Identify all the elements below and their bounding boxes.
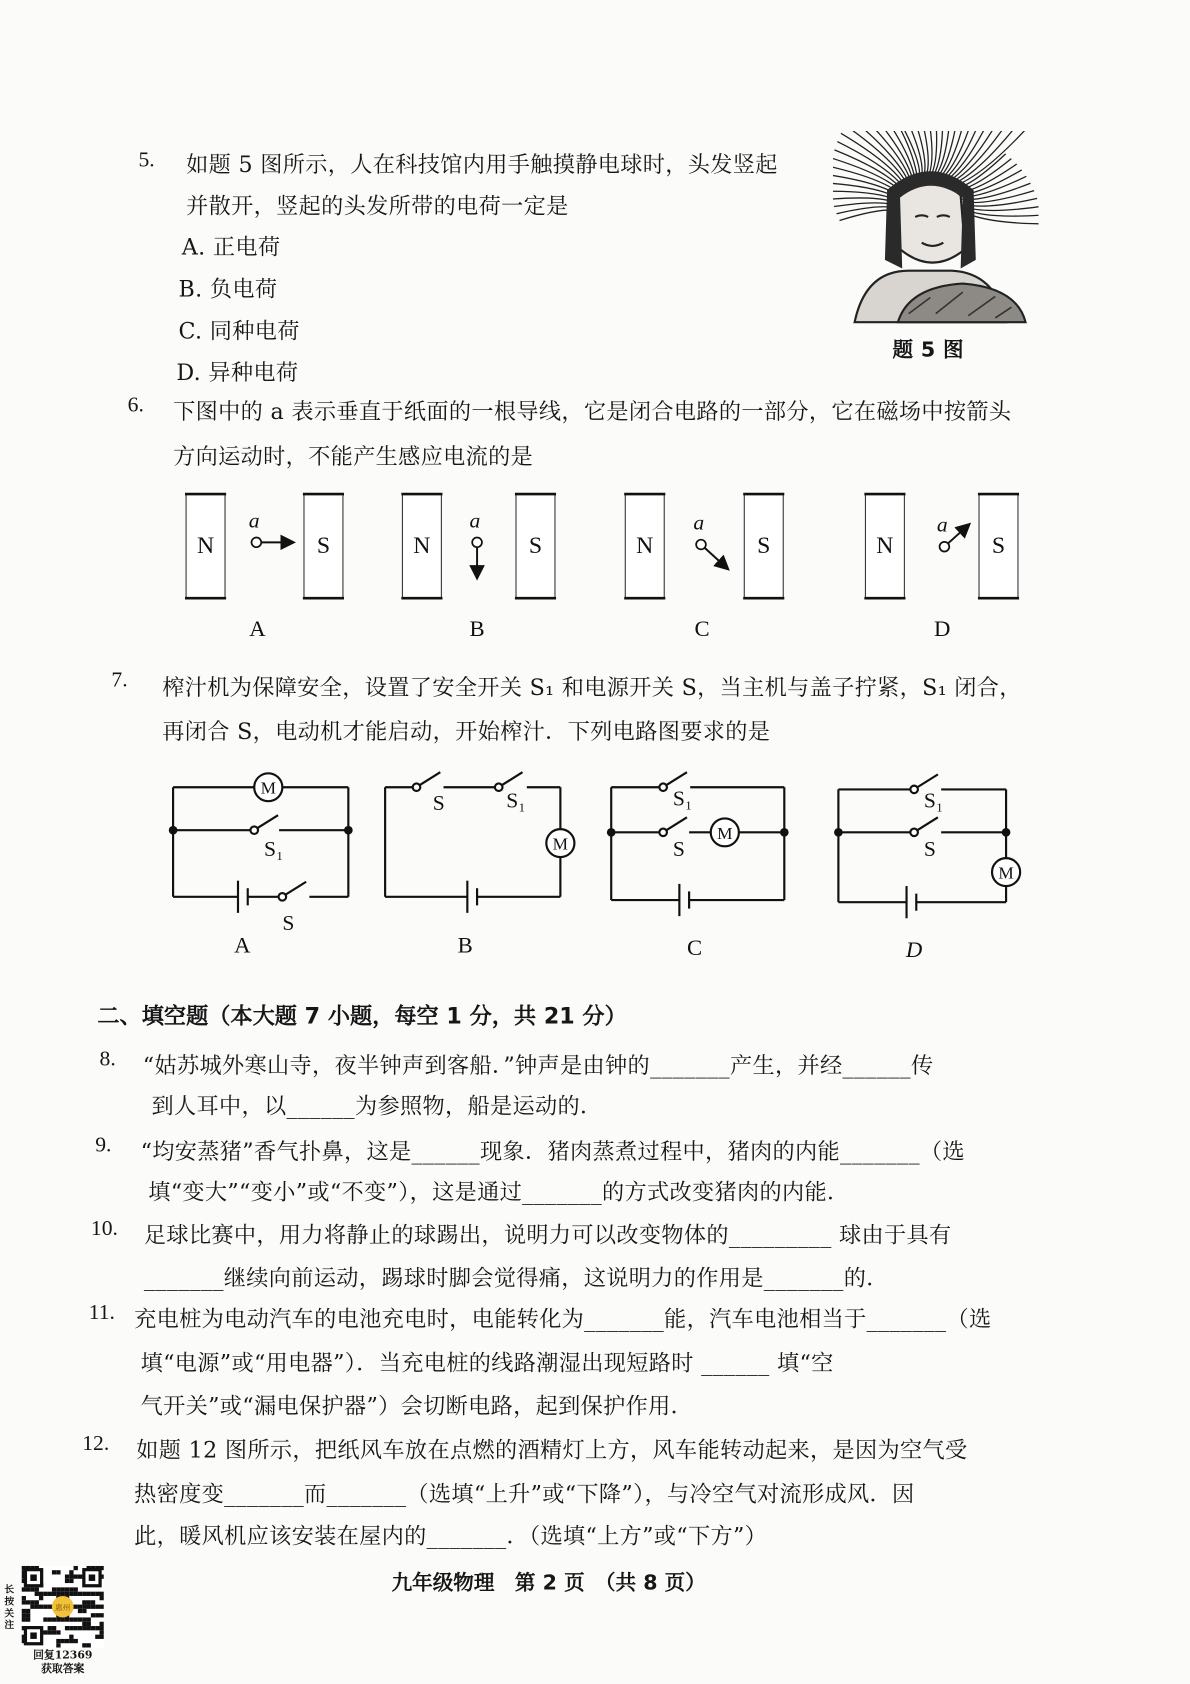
north-pole-label: N (196, 533, 215, 560)
wire-cross-section (696, 540, 706, 550)
magnet-diagram-a (185, 494, 344, 641)
magnet-diagram-c (624, 494, 784, 641)
switch-label: S₁ (672, 786, 693, 811)
q5-number: 5. (138, 148, 155, 172)
motion-arrow-up-right (948, 525, 968, 543)
circuit-a (169, 773, 353, 957)
option-label: A (234, 932, 251, 958)
south-pole-label: S (528, 533, 543, 560)
qr-caption-2: 获取答案 (41, 1663, 85, 1676)
switch-icon (279, 882, 307, 901)
wire-label: a (469, 508, 481, 533)
q5-option-d: D. 异种电荷 (176, 359, 299, 386)
page-footer: 九年级物理 第 2 页 （共 8 页） (391, 1571, 706, 1595)
battery-icon (679, 884, 689, 916)
q5-figure-caption: 题 5 图 (892, 338, 964, 362)
north-pole-label: N (636, 533, 654, 560)
switch-label: S (282, 911, 295, 936)
q6-magnet-diagrams (0, 473, 1190, 656)
q8-line-1: “姑苏城外寒山寺，夜半钟声到客船．”钟声是由钟的_______产生，并经______传 (142, 1052, 934, 1079)
q8-line-2: 到人耳中，以______为参照物，船是运动的． (151, 1093, 603, 1120)
junction-dot (834, 828, 843, 837)
q5-option-b: B. 负电荷 (178, 276, 278, 302)
junction-dot (344, 826, 353, 835)
wire-label: a (693, 510, 705, 535)
qr-badge: 惠州 (55, 1602, 71, 1612)
battery-icon (238, 881, 248, 913)
q5-line-2: 并散开，竖起的头发所带的电荷一定是 (186, 193, 569, 220)
circuit-b (385, 772, 574, 957)
q12-line-3: 此，暖风机应该安装在屋内的_______．（选填“上方”或“下方”） (134, 1522, 768, 1549)
wire-cross-section (940, 542, 950, 552)
q10-line-2: _______继续向前运动，踢球时脚会觉得痛，这说明力的作用是_______的． (143, 1265, 889, 1291)
motor-icon (992, 858, 1020, 886)
q10-number: 10. (90, 1216, 118, 1241)
q5-option-a: A. 正电荷 (181, 234, 281, 260)
motor-icon (546, 829, 574, 857)
north-pole-label: N (876, 533, 894, 560)
section-2-title: 二、填空题（本大题 7 小题，每空 1 分，共 21 分） (97, 1003, 627, 1029)
q11-number: 11. (88, 1300, 115, 1325)
switch-label: S₁ (263, 837, 284, 861)
qr-caption-1: 回复12369 (33, 1649, 93, 1662)
q7-line-2: 再闭合 S，电动机才能启动，开始榨汁．下列电路图要求的是 (162, 718, 771, 745)
switch-icon (659, 817, 687, 836)
q7-number: 7. (111, 668, 128, 692)
q9-line-2: 填“变大”“变小”或“不变”），这是通过_______的方式改变猪肉的内能． (148, 1179, 850, 1206)
q6-line-2: 方向运动时，不能产生感应电流的是 (173, 443, 534, 470)
circuit-d (834, 774, 1020, 962)
junction-dot (607, 828, 616, 837)
switch-label: S₁ (506, 788, 526, 813)
q8-number: 8. (99, 1047, 116, 1071)
option-label: A (249, 615, 266, 641)
q9-line-1: “均安蒸猪”香气扑鼻，这是______现象．猪肉蒸煮过程中，猪肉的内能_______（选 (140, 1138, 965, 1165)
wire-label: a (936, 512, 948, 537)
north-pole-label: N (413, 533, 431, 560)
south-pole-label: S (316, 533, 331, 560)
q6-line-1: 下图中的 a 表示垂直于纸面的一根导线，它是闭合电路的一部分，它在磁场中按箭头 (173, 398, 1012, 425)
magnet-diagram-b (401, 494, 556, 641)
motor-icon (254, 773, 282, 801)
q10-line-1: 足球比赛中，用力将静止的球踢出，说明力可以改变物体的_________ 球由于具有 (143, 1222, 952, 1248)
switch-label: S (432, 790, 445, 815)
junction-dot (169, 826, 178, 835)
q9-number: 9. (95, 1133, 112, 1157)
option-label: D (905, 937, 923, 962)
option-label: B (457, 932, 473, 958)
q12-number: 12. (82, 1431, 110, 1456)
switch-label: S (672, 837, 685, 861)
switch-label: S (923, 837, 936, 861)
south-pole-label: S (757, 533, 771, 560)
q6-number: 6. (127, 393, 144, 417)
svg-text:M: M (717, 823, 733, 843)
qr-caption (22, 1649, 104, 1677)
q7-circuit-diagrams (0, 752, 1190, 967)
wire-label: a (248, 508, 260, 533)
option-label: D (934, 615, 951, 641)
switch-icon (413, 772, 441, 791)
q12-line-1: 如题 12 图所示，把纸风车放在点燃的酒精灯上方，风车能转动起来，是因为空气受 (136, 1437, 968, 1463)
wire-cross-section (472, 538, 482, 548)
battery-icon (907, 886, 917, 918)
motion-arrow-down-right (705, 548, 727, 568)
junction-dot (780, 828, 789, 837)
q5-line-1: 如题 5 图所示，人在科技馆内用手触摸静电球时，头发竖起 (186, 151, 778, 178)
switch-icon (910, 817, 938, 836)
option-label: B (469, 615, 485, 641)
motor-icon (711, 818, 739, 846)
switch-label: S₁ (923, 788, 944, 813)
q7-line-1: 榨汁机为保障安全，设置了安全开关 S₁ 和电源开关 S，当主机与盖子拧紧，S₁ 闭合， (162, 674, 1022, 701)
battery-icon (467, 881, 477, 913)
q5-option-c: C. 同种电荷 (178, 317, 300, 344)
wire-cross-section (252, 538, 262, 548)
q11-line-1: 充电桩为电动汽车的电池充电时，电能转化为_______能，汽车电池相当于_______（选 (134, 1305, 992, 1332)
q5-figure-static-electricity-girl (833, 131, 1039, 330)
south-pole-label: S (991, 533, 1006, 560)
q12-line-2: 热密度变_______而_______（选填“上升”或“下降”），与冷空气对流形成风．因 (134, 1481, 915, 1507)
qr-side-text: 长按关注 (4, 1585, 15, 1632)
svg-text:M: M (260, 778, 276, 798)
option-label: C (694, 615, 710, 641)
qr-code[interactable] (22, 1566, 104, 1648)
q11-line-3: 气开关”或“漏电保护器”）会切断电路，起到保护作用． (140, 1392, 694, 1419)
junction-dot (1002, 828, 1011, 837)
switch-icon (250, 815, 278, 834)
circuit-c (607, 772, 789, 960)
svg-text:M: M (552, 834, 569, 854)
svg-text:M: M (998, 863, 1014, 883)
q11-line-2: 填“电源”或“用电器”）．当充电桩的线路潮湿出现短路时 ______ 填“空 (140, 1350, 834, 1376)
option-label: C (686, 934, 703, 960)
magnet-diagram-d (864, 494, 1019, 641)
